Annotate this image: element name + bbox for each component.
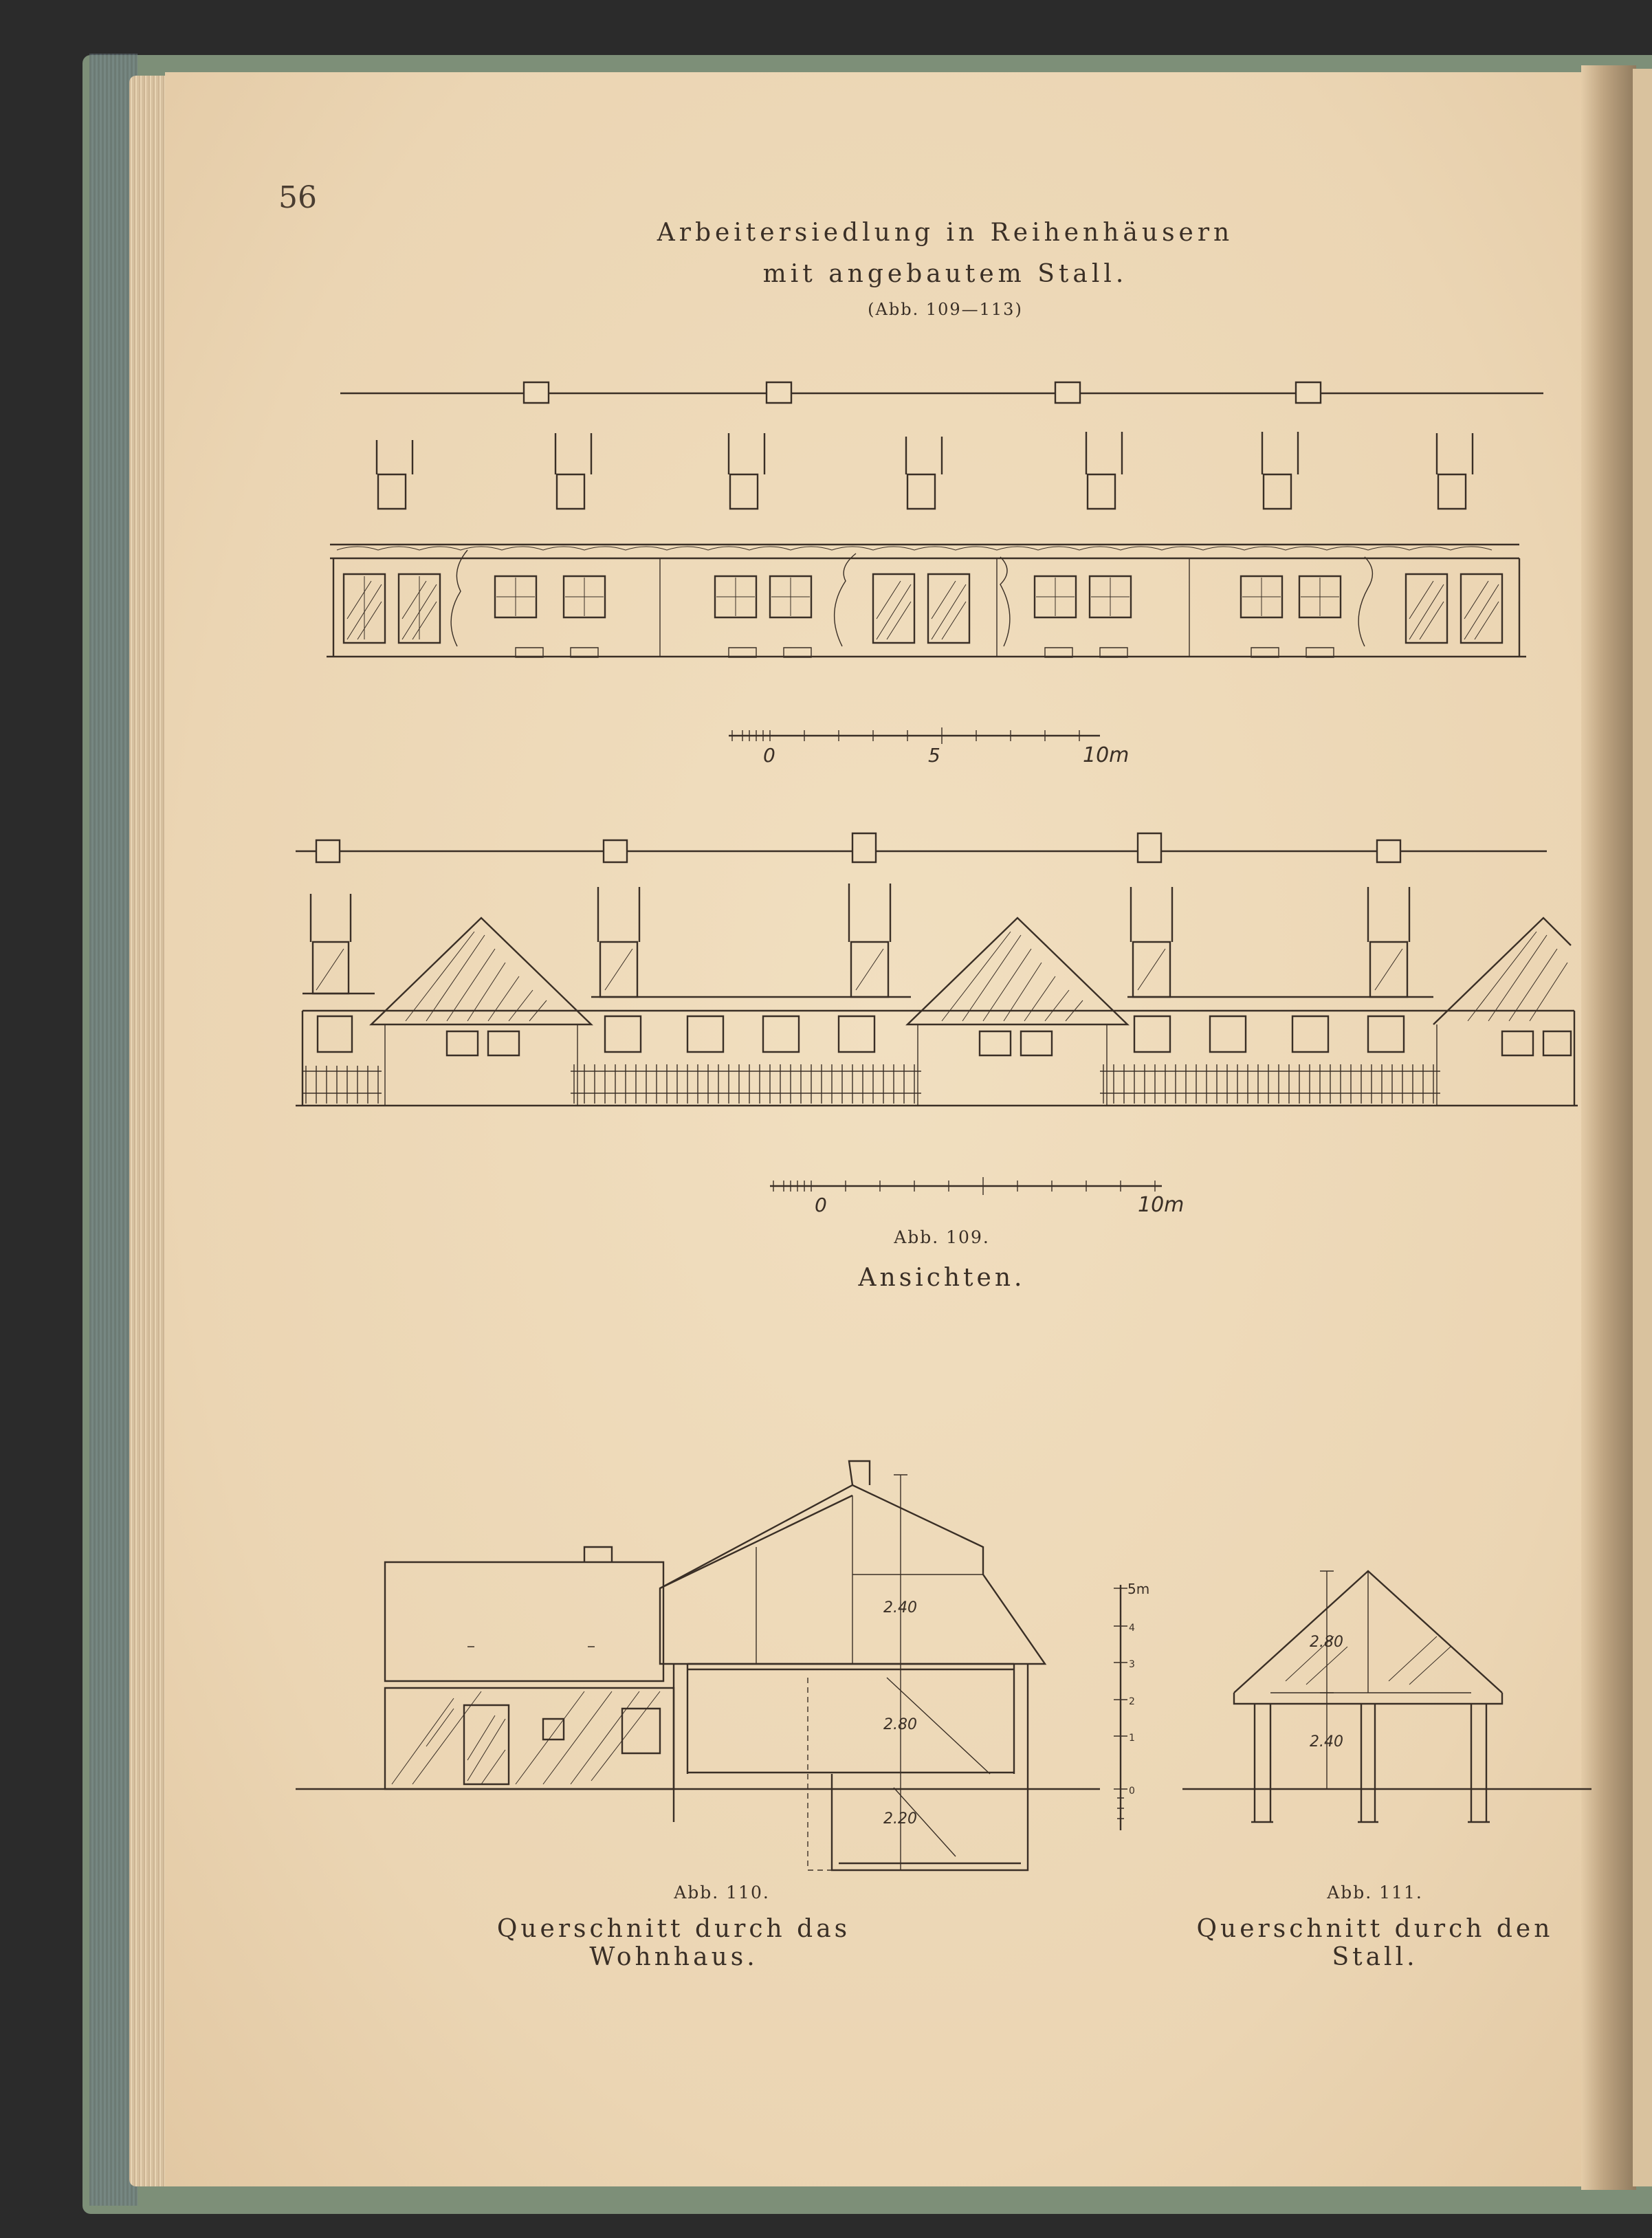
vscale-label-2: 2 [1129, 1696, 1135, 1707]
figure-range: (Abb. 109—113) [868, 300, 1023, 319]
page-subtitle: mit angebautem Stall. [762, 260, 1128, 288]
rear-elevation-drawing [327, 382, 1543, 657]
scale-top-label-10m: 10m [1083, 743, 1130, 767]
scale-top-label-0: 0 [763, 744, 775, 767]
stable-section-drawing [1182, 1571, 1592, 1822]
figure-label-109: Abb. 109. [894, 1227, 990, 1247]
house-dim-cellar: 2.20 [883, 1810, 917, 1828]
scale-top-label-5: 5 [928, 744, 940, 767]
figure-label-111: Abb. 111. [1327, 1883, 1423, 1902]
vscale-label-0: 0 [1129, 1786, 1135, 1797]
scale-bottom-label-0: 0 [815, 1194, 827, 1216]
caption-stable-section: Querschnitt durch den Stall. [1196, 1915, 1554, 1971]
front-elevation-drawing [296, 833, 1578, 1106]
page-title: Arbeitersiedlung in Reihenhäusern [657, 219, 1234, 247]
scale-bottom-label-10m: 10m [1138, 1193, 1185, 1217]
vscale-label-5m: 5m [1127, 1581, 1150, 1597]
stable-dim-roof: 2.80 [1310, 1634, 1343, 1651]
stable-dim-room: 2.40 [1310, 1733, 1343, 1751]
caption-views: Ansichten. [858, 1264, 1026, 1292]
house-section-drawing [296, 1461, 1100, 1870]
vscale-label-3: 3 [1129, 1659, 1135, 1670]
figure-label-110: Abb. 110. [674, 1883, 770, 1902]
vertical-scale [1114, 1585, 1127, 1830]
house-dim-ground-floor: 2.80 [883, 1716, 917, 1733]
page-number: 56 [278, 180, 317, 215]
vscale-label-1: 1 [1129, 1733, 1135, 1744]
scale-bar-top [729, 727, 1100, 744]
vscale-label-4: 4 [1129, 1623, 1135, 1634]
scale-bar-bottom [770, 1177, 1162, 1195]
caption-house-section: Querschnitt durch das Wohnhaus. [496, 1915, 851, 1971]
house-dim-roof: 2.40 [883, 1599, 917, 1616]
